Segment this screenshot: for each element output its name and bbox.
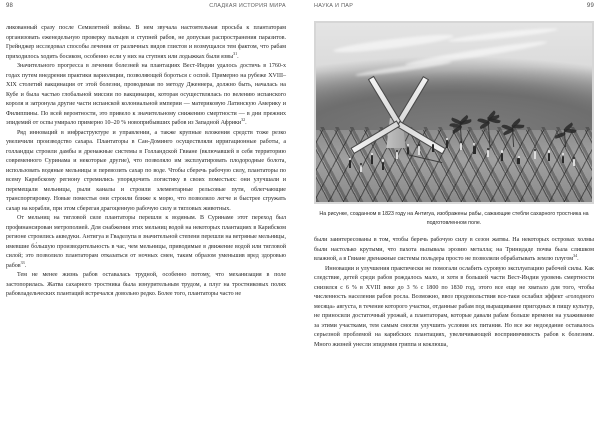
paragraph-text: Инновации и улучшения практически не помогали ослабить суровую эксплуатацию рабочей силы. Как следствие, детей среди рабов рождалось мало, и хотя в большей части Вест-Индии уровень смертности снизился с 6 % в XVIII веке до 3 % с 1800 по 1830 год, этого все еще не хватало для того, чтобы численность населения рабов росла. Возможно, ввоз продовольствия все-таки ослабил эффект «голодного месяца» августа, в течение которого участки, отданные рабам под выращивание пригодных в пищу культур, не приносили достаточный урожай, а плантаторам, которые давали рабам больше времени на ухаживание за этими участками, тем самым смогли улучшить условия их питания. Но все же недоедание оставалось серьезной проблемой на карибских плантациях, увеличивающей восприимчивость рабов к болезням. Много жизней унесли эпидемия гриппа и коклюша, xyxy=(314,265,594,348)
left-folio: 98 xyxy=(6,3,14,9)
worker-figure xyxy=(517,158,519,164)
paragraph xyxy=(6,271,286,300)
right-folio: 99 xyxy=(586,3,594,9)
right-body-column xyxy=(314,236,594,350)
right-page xyxy=(300,0,600,424)
worker-figure xyxy=(349,160,351,168)
paragraph-text: были заинтересованы в том, чтобы беречь рабочую силу в сезон жатвы. На некоторых островах холмы были настолько крутыми, что пахота вызывала эрозию металла; на Тринидаде почва была слишком влажной, а в Гвиане дренажные системы польдера просто не позволяли обрабатывать землю плугом xyxy=(314,237,594,263)
figure-block xyxy=(314,21,594,227)
right-running-head xyxy=(314,0,594,19)
right-running-head-title: НАУКА И ПАР xyxy=(314,3,354,9)
paragraph: Значительного прогресса в лечении болезней на плантациях Вест-Индии удалось достичь в 1760-х годах путем внедрения практики вариоляции, позволяющей бороться с оспой. Примерно на рубеже XVIII–XIX столетий вакцинация от этой болезни, проводимая по методу Дженнера, должно быть, началась на Кубе и была частью глобальной миссии по вакцинации, которая осуществлялась по велению испанского короля и затронула другие части испанской колониальной империи — материковую Латинскую Америку и Филиппины. По всей вероятности, это привело к значительному снижению смертности — в дни прежних эпидемий от оспы умирало примерно 10–20 % новоприбывших рабов из Западной Африки$^{32}$. xyxy=(6,63,286,127)
paragraph-text: От мельниц на тягловой силе плантаторы перешли к водяным. В Суринаме этот переход был профинансирован метрополией. Для снабжения этих мельниц водой на некоторых плантациях в Карибском регионе строились акведуки. Антигуа и Гваделупа в значительной степени перешли на ветряные мельницы, имевшие бо́льшую производительность в час, чем мельницы, приводимые в движение водой или тягловой силой; это позволило плантаторам отказаться от ночных смен, таким образом уменьшив вред здоровью рабов xyxy=(6,215,286,269)
worker-figure xyxy=(573,159,575,166)
footnote-marker: 34 xyxy=(573,253,578,259)
windmill-sail xyxy=(367,76,400,125)
footnote-marker: 32 xyxy=(241,117,246,123)
palm-tree xyxy=(482,113,496,147)
worker-figure xyxy=(407,147,409,154)
windmill-sail xyxy=(395,76,428,125)
palm-tree xyxy=(506,121,520,147)
worker-figure xyxy=(501,153,503,161)
worker-figure xyxy=(418,146,420,155)
cloud-streak xyxy=(355,59,451,78)
paragraph: были заинтересованы в том, чтобы беречь рабочую силу в сезон жатвы. На некоторых островах холмы были настолько крутыми, что пахота вызывала эрозию металла; на Тринидаде почва была слишком влажной, а в Гвиане дренажные системы польдера просто не позволяли обрабатывать землю плугом$^{34}$. xyxy=(314,237,594,263)
worker-figure xyxy=(487,150,489,157)
paragraph xyxy=(6,129,286,215)
footnote-marker: 31 xyxy=(233,50,238,56)
worker-figure xyxy=(548,153,550,161)
palm-tree xyxy=(559,125,571,147)
paragraph: ликованный сразу после Семилетней войны. В нем звучала настоятельная просьба к плантаторам организовать еженедельную проверку пальцев и ступней рабов, не допуская распространения паразитов. Грейнджер исследовал способы лечения от различных видов глистов и возмущался тем фактом, что рабам приходилось ходить босиком, особенно если у них на ступнях или лодыжках были язвы$^{31}$. xyxy=(6,25,286,60)
worker-figure xyxy=(396,152,398,159)
worker-figure xyxy=(432,144,434,152)
paragraph: От мельниц на тягловой силе плантаторы перешли к водяным. В Суринаме этот переход был профинансирован метрополией. Для снабжения этих мельниц водой на некоторых плантациях в Карибском регионе строились акведуки. Антигуа и Гваделупа в значительной степени перешли на ветряные мельницы, имевшие бо́льшую производительность в час, чем мельницы, приводимые в движение водой или тягловой силой; это позволило плантаторам отказаться от ночных смен, таким образом уменьшив вред здоровью рабов$^{33}$. xyxy=(6,215,286,269)
figure-caption: На рисунке, созданном в 1823 году на Антигуа, изображены рабы, сажающие стебли сахарного тростника на подготовленном поле. xyxy=(319,211,589,226)
left-running-head xyxy=(6,0,286,19)
left-body-column xyxy=(6,24,286,300)
paragraph-text: ликованный сразу после Семилетней войны. В нем звучала настоятельная просьба к плантаторам организовать еженедельную проверку пальцев и ступней рабов, не допуская распространения паразитов. Грейнджер исследовал способы лечения от различных видов глистов и возмущался тем фактом, что рабам приходилось ходить босиком, особенно если у них на ступнях или лодыжках были язвы xyxy=(6,25,286,60)
paragraph-text: Тем не менее жизнь рабов оставалась трудной, особенно потому, что механизация в поле застопорилась. Жатва сахарного тростника была изнурительным трудом, а плуг на тростниковых полях рабовладельческих плантаций встречался довольно редко. Более того, плантаторы часто не xyxy=(6,272,286,298)
paragraph-text: Значительного прогресса в лечении болезней на плантациях Вест-Индии удалось достичь в 1760-х годах путем внедрения практики вариоляции, позволяющей бороться с оспой. Примерно на рубеже XVIII–XIX столетий вакцинация от этой болезни, проводимая по методу Дженнера, должно быть, началась на Кубе и была частью глобальной миссии по вакцинации, которая осуществлялась по велению испанского короля и затронула другие части испанской колониальной империи — материковую Латинскую Америку и Филиппины. По всей вероятности, это привело к значительному снижению смертности — в дни прежних эпидемий от оспы умирало примерно 10–20 % новоприбывших рабов из Западной Африки xyxy=(6,63,286,127)
worker-figure xyxy=(473,146,475,154)
cloud-streak xyxy=(332,32,454,56)
worker-figure xyxy=(562,156,564,163)
worker-figure xyxy=(460,143,462,150)
engraving-image xyxy=(316,23,592,202)
worker-figure xyxy=(534,151,536,159)
worker-figure xyxy=(446,140,448,148)
figure-frame xyxy=(314,21,594,204)
left-running-head-title: СЛАДКАЯ ИСТОРИЯ МИРА xyxy=(209,3,286,9)
footnote-marker: 33 xyxy=(20,259,25,265)
paragraph-text: Ряд инноваций в инфраструктуре и управлении, а также крупные вложения средств тоже резко увеличили производство сахара. Плантаторы в Сан-Доминго осуществляли ирригационные работы, а голландцы строили дамбы и дренажные системы в Голландской Гвиане (включавшей в себя территорию современного Суринама и некоторые другие), что позволяло им эксплуатировать плодородные болота, использовать водяные мельницы и перевозить сахар по воде. Чтобы сберечь рабочую силу, плантаторы по всему Карибскому региону стремились упорядочить логистику в своих поместьях: они улучшали и перемещали мельницы, рыли каналы и строили элементарные рельсовые пути, облегчающие транспортировку. Новые поместья они строили ближе к морю, что позволяло легче и быстрее сгружать сахар на корабли, при этом сберегая драгоценную рабочую силу и тягловых животных. xyxy=(6,129,286,212)
paragraph xyxy=(314,265,594,351)
